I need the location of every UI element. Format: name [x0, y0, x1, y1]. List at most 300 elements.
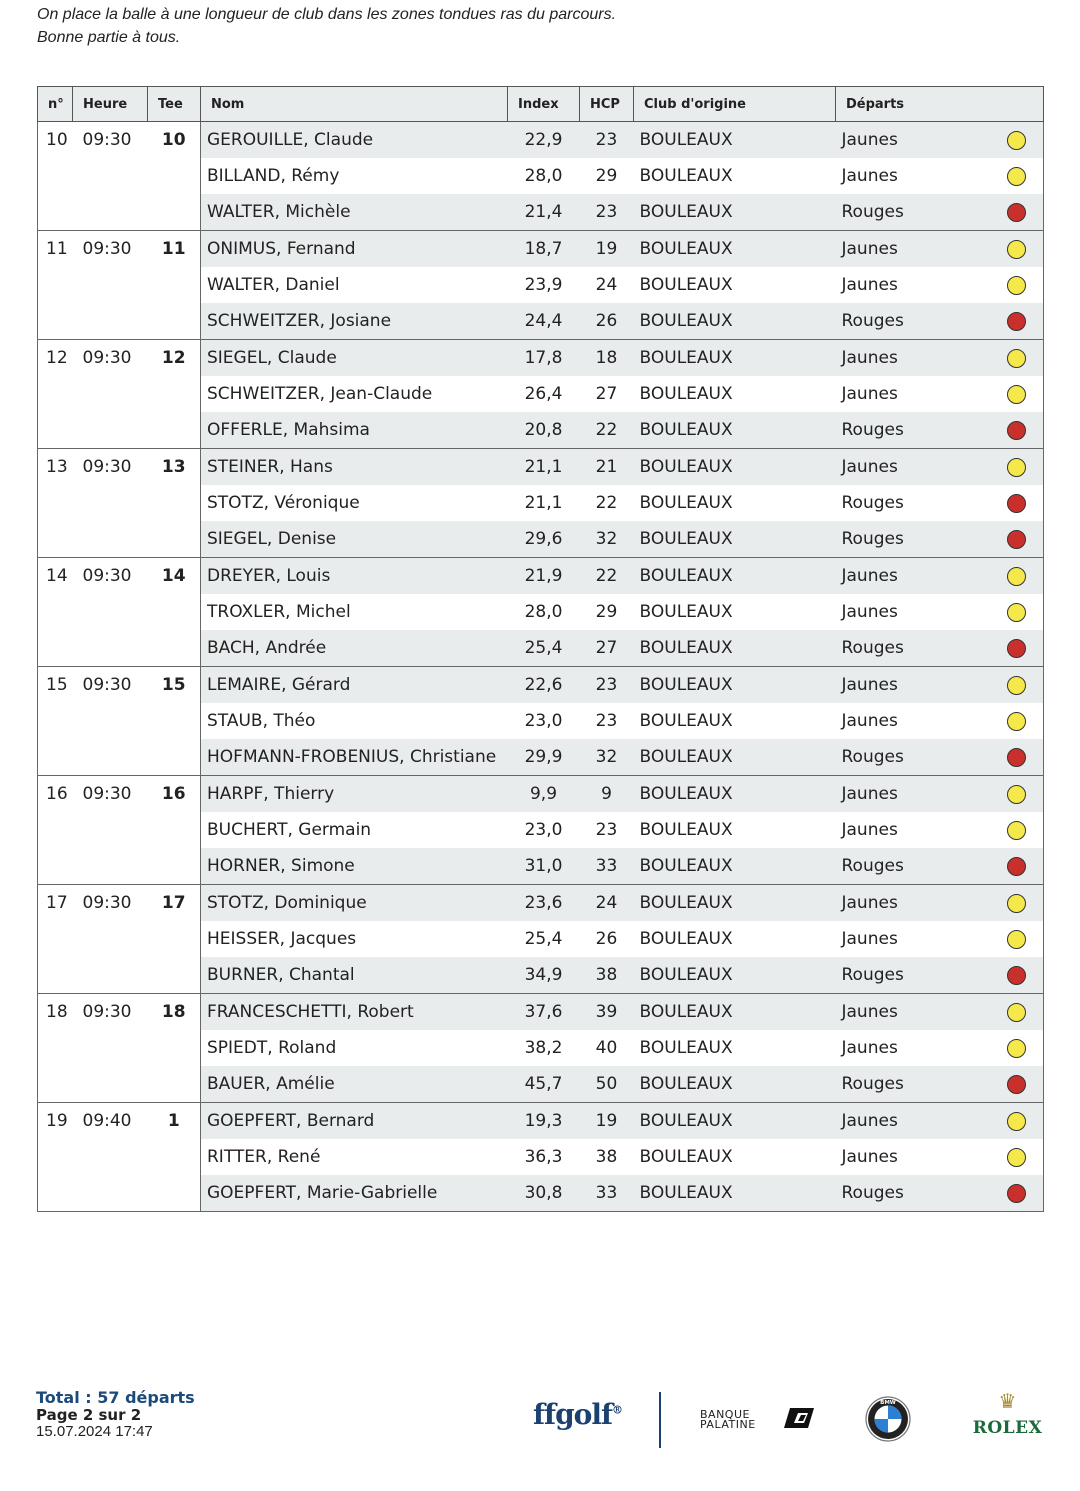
player-depart: Jaunes — [841, 820, 898, 840]
player-hcp: 29 — [595, 602, 618, 622]
tee-number: 14 — [148, 558, 201, 595]
group-number — [38, 921, 73, 957]
notes — [37, 3, 616, 49]
group-number: 17 — [38, 885, 73, 922]
red-tee-marker-icon — [1007, 203, 1026, 222]
table-row — [38, 812, 1044, 848]
player-club: BOULEAUX — [634, 994, 836, 1031]
player-hcp: 23 — [595, 820, 618, 840]
player-depart: Jaunes — [841, 711, 898, 731]
bmw-logo-text: BMW — [880, 1400, 896, 1406]
player-hcp: 23 — [580, 667, 634, 704]
tee-group — [38, 558, 1044, 667]
start-time — [73, 594, 148, 630]
tee-group — [38, 667, 1044, 776]
group-number: 16 — [38, 776, 73, 813]
tee-marker-cell — [991, 848, 1044, 885]
tee-marker-cell — [991, 739, 1044, 776]
player-hcp: 22 — [580, 558, 634, 595]
tee-number — [148, 703, 201, 739]
tee-marker-cell — [991, 994, 1044, 1031]
player-club: BOULEAUX — [639, 493, 733, 513]
player-index: 23,0 — [524, 711, 563, 731]
player-depart: Rouges — [841, 493, 904, 513]
start-list-table — [37, 86, 1044, 1212]
red-tee-marker-icon — [1007, 748, 1026, 767]
player-club: BOULEAUX — [634, 412, 836, 449]
col-heure: Heure — [73, 87, 148, 122]
start-time: 09:30 — [73, 558, 148, 595]
player-hcp: 27 — [580, 630, 634, 667]
tee-number — [148, 376, 201, 412]
player-depart: Jaunes — [836, 449, 991, 486]
player-depart: Jaunes — [841, 275, 898, 295]
col-hcp: HCP — [580, 87, 634, 122]
tee-marker-cell — [991, 885, 1044, 922]
tee-number: 16 — [148, 776, 201, 813]
player-depart: Jaunes — [841, 166, 898, 186]
tee-number — [148, 412, 201, 449]
red-tee-marker-icon — [1007, 1075, 1026, 1094]
red-tee-marker-icon — [1007, 857, 1026, 876]
tee-number — [148, 303, 201, 340]
start-time — [73, 1030, 148, 1066]
start-time: 09:30 — [73, 667, 148, 704]
tee-marker-cell — [991, 231, 1044, 268]
player-club: BOULEAUX — [639, 384, 733, 404]
group-number — [38, 1030, 73, 1066]
player-index: 36,3 — [524, 1147, 563, 1167]
group-number — [38, 1066, 73, 1103]
tee-group — [38, 885, 1044, 994]
player-name: HEISSER, Jacques — [207, 929, 357, 949]
player-hcp: 38 — [595, 1147, 618, 1167]
player-hcp: 26 — [595, 929, 618, 949]
tee-marker-cell — [991, 703, 1044, 739]
table-row — [38, 485, 1044, 521]
player-name: DREYER, Louis — [201, 558, 508, 595]
table-row — [38, 1030, 1044, 1066]
tee-marker-cell — [991, 812, 1044, 848]
banque-logo-line: BANQUE — [700, 1408, 750, 1421]
rolex-logo — [970, 1392, 1045, 1448]
tee-marker-cell — [991, 667, 1044, 704]
table-row — [38, 594, 1044, 630]
table-row — [38, 994, 1044, 1031]
player-name: BUCHERT, Germain — [207, 820, 372, 840]
tee-marker-cell — [991, 558, 1044, 595]
player-club: BOULEAUX — [634, 231, 836, 268]
yellow-tee-marker-icon — [1007, 821, 1026, 840]
crown-icon: ♛ — [998, 1391, 1017, 1413]
player-hcp: 26 — [580, 303, 634, 340]
player-index: 20,8 — [508, 412, 580, 449]
player-hcp: 32 — [580, 521, 634, 558]
player-club: BOULEAUX — [634, 957, 836, 994]
yellow-tee-marker-icon — [1007, 712, 1026, 731]
yellow-tee-marker-icon — [1007, 240, 1026, 259]
start-time — [73, 630, 148, 667]
start-time — [73, 1175, 148, 1212]
player-depart: Jaunes — [841, 1038, 898, 1058]
yellow-tee-marker-icon — [1007, 385, 1026, 404]
player-depart: Jaunes — [836, 776, 991, 813]
player-index: 21,1 — [508, 449, 580, 486]
player-club: BOULEAUX — [634, 1103, 836, 1140]
player-depart: Jaunes — [841, 1147, 898, 1167]
sponsor-logos — [530, 1390, 1045, 1450]
player-club: BOULEAUX — [634, 630, 836, 667]
player-club: BOULEAUX — [634, 667, 836, 704]
player-name: GOEPFERT, Bernard — [201, 1103, 508, 1140]
tee-group — [38, 231, 1044, 340]
player-depart: Rouges — [836, 412, 991, 449]
logo-divider — [659, 1392, 661, 1448]
tee-marker-cell — [991, 485, 1044, 521]
tee-marker-cell — [991, 1066, 1044, 1103]
player-club: BOULEAUX — [634, 303, 836, 340]
player-depart: Jaunes — [836, 1103, 991, 1140]
banque-palatine-mark-icon — [784, 1406, 814, 1430]
tee-marker-cell — [991, 1030, 1044, 1066]
player-club: BOULEAUX — [639, 1147, 733, 1167]
player-name: BURNER, Chantal — [201, 957, 508, 994]
player-depart: Jaunes — [841, 384, 898, 404]
tee-number — [148, 921, 201, 957]
player-depart: Rouges — [836, 194, 991, 231]
group-number — [38, 957, 73, 994]
tee-number — [148, 158, 201, 194]
player-name: BILLAND, Rémy — [207, 166, 340, 186]
tee-marker-cell — [991, 449, 1044, 486]
player-hcp: 23 — [580, 194, 634, 231]
tee-number — [148, 1030, 201, 1066]
start-time — [73, 921, 148, 957]
group-number — [38, 630, 73, 667]
yellow-tee-marker-icon — [1007, 1039, 1026, 1058]
player-name: SIEGEL, Claude — [201, 340, 508, 377]
tee-number: 18 — [148, 994, 201, 1031]
col-departs: Départs — [836, 87, 1044, 122]
player-index: 30,8 — [508, 1175, 580, 1212]
table-row — [38, 158, 1044, 194]
start-time — [73, 521, 148, 558]
player-hcp: 32 — [580, 739, 634, 776]
player-index: 25,4 — [508, 630, 580, 667]
player-index: 29,9 — [508, 739, 580, 776]
start-time — [73, 739, 148, 776]
group-number: 12 — [38, 340, 73, 377]
group-number: 19 — [38, 1103, 73, 1140]
table-row — [38, 521, 1044, 558]
tee-number — [148, 194, 201, 231]
player-hcp: 27 — [595, 384, 618, 404]
table-row — [38, 303, 1044, 340]
player-index: 17,8 — [508, 340, 580, 377]
player-hcp: 50 — [580, 1066, 634, 1103]
table-row — [38, 921, 1044, 957]
table-row — [38, 412, 1044, 449]
yellow-tee-marker-icon — [1007, 1148, 1026, 1167]
yellow-tee-marker-icon — [1007, 1003, 1026, 1022]
banque-palatine-logo — [700, 1410, 756, 1430]
table-row — [38, 1066, 1044, 1103]
player-club: BOULEAUX — [634, 521, 836, 558]
player-hcp: 19 — [580, 231, 634, 268]
player-club: BOULEAUX — [634, 340, 836, 377]
player-hcp: 39 — [580, 994, 634, 1031]
table-row — [38, 739, 1044, 776]
player-club: BOULEAUX — [634, 1066, 836, 1103]
player-club: BOULEAUX — [634, 1175, 836, 1212]
note-line: On place la balle à une longueur de club dans les zones tondues ras du parcours. — [37, 6, 617, 23]
player-depart: Rouges — [836, 1175, 991, 1212]
player-index: 23,6 — [508, 885, 580, 922]
tee-marker-cell — [991, 921, 1044, 957]
player-index: 19,3 — [508, 1103, 580, 1140]
player-name: OFFERLE, Mahsima — [201, 412, 508, 449]
table-row — [38, 1175, 1044, 1212]
player-hcp: 33 — [580, 848, 634, 885]
yellow-tee-marker-icon — [1007, 131, 1026, 150]
tee-number: 12 — [148, 340, 201, 377]
player-depart: Rouges — [836, 303, 991, 340]
group-number — [38, 194, 73, 231]
tee-number — [148, 594, 201, 630]
rolex-logo-text: ROLEX — [972, 1418, 1043, 1438]
total-label: Total : 57 départs — [36, 1388, 195, 1407]
player-hcp: 21 — [580, 449, 634, 486]
player-name: SIEGEL, Denise — [201, 521, 508, 558]
tee-number — [148, 1139, 201, 1175]
player-hcp: 40 — [595, 1038, 618, 1058]
start-time — [73, 1066, 148, 1103]
tee-marker-cell — [991, 1103, 1044, 1140]
tee-marker-cell — [991, 776, 1044, 813]
red-tee-marker-icon — [1007, 1184, 1026, 1203]
col-nom: Nom — [201, 87, 508, 122]
player-club: BOULEAUX — [639, 602, 733, 622]
group-number — [38, 848, 73, 885]
player-name: SPIEDT, Roland — [207, 1038, 337, 1058]
player-depart: Jaunes — [836, 231, 991, 268]
tee-marker-cell — [991, 303, 1044, 340]
player-name: GOEPFERT, Marie-Gabrielle — [201, 1175, 508, 1212]
tee-number — [148, 1066, 201, 1103]
player-depart: Jaunes — [836, 994, 991, 1031]
player-index: 31,0 — [508, 848, 580, 885]
start-time: 09:40 — [73, 1103, 148, 1140]
player-name: ONIMUS, Fernand — [201, 231, 508, 268]
player-club: BOULEAUX — [639, 711, 733, 731]
group-number — [38, 1175, 73, 1212]
start-time — [73, 194, 148, 231]
player-index: 18,7 — [508, 231, 580, 268]
player-index: 22,6 — [508, 667, 580, 704]
tee-number — [148, 630, 201, 667]
yellow-tee-marker-icon — [1007, 276, 1026, 295]
yellow-tee-marker-icon — [1007, 894, 1026, 913]
table-row — [38, 848, 1044, 885]
tee-number: 15 — [148, 667, 201, 704]
player-name: RITTER, René — [207, 1147, 321, 1167]
start-time: 09:30 — [73, 885, 148, 922]
player-club: BOULEAUX — [634, 848, 836, 885]
tee-marker-cell — [991, 1139, 1044, 1175]
player-club: BOULEAUX — [634, 558, 836, 595]
tee-number — [148, 957, 201, 994]
player-depart: Jaunes — [841, 929, 898, 949]
group-number: 15 — [38, 667, 73, 704]
footer-info — [36, 1388, 195, 1441]
group-number — [38, 703, 73, 739]
start-time — [73, 158, 148, 194]
player-club: BOULEAUX — [634, 739, 836, 776]
player-index: 28,0 — [524, 166, 563, 186]
player-name: FRANCESCHETTI, Robert — [201, 994, 508, 1031]
player-hcp: 9 — [580, 776, 634, 813]
player-hcp: 24 — [580, 885, 634, 922]
table-row — [38, 1139, 1044, 1175]
player-club: BOULEAUX — [634, 885, 836, 922]
yellow-tee-marker-icon — [1007, 458, 1026, 477]
start-time: 09:30 — [73, 340, 148, 377]
group-number — [38, 267, 73, 303]
player-depart: Rouges — [836, 521, 991, 558]
player-club: BOULEAUX — [639, 929, 733, 949]
yellow-tee-marker-icon — [1007, 676, 1026, 695]
tee-number — [148, 739, 201, 776]
player-name: WALTER, Michèle — [201, 194, 508, 231]
start-time: 09:30 — [73, 994, 148, 1031]
start-time — [73, 376, 148, 412]
player-depart: Jaunes — [841, 602, 898, 622]
player-depart: Rouges — [836, 630, 991, 667]
tee-number — [148, 848, 201, 885]
player-name: HORNER, Simone — [201, 848, 508, 885]
player-club: BOULEAUX — [634, 194, 836, 231]
player-name: STOTZ, Dominique — [201, 885, 508, 922]
player-index: 37,6 — [508, 994, 580, 1031]
group-number — [38, 521, 73, 558]
start-time: 09:30 — [73, 122, 148, 159]
group-number — [38, 739, 73, 776]
player-hcp: 23 — [580, 122, 634, 159]
player-name: HARPF, Thierry — [201, 776, 508, 813]
player-name: WALTER, Daniel — [207, 275, 340, 295]
group-number — [38, 376, 73, 412]
print-date: 15.07.2024 17:47 — [36, 1423, 153, 1440]
tee-number — [148, 812, 201, 848]
col-tee: Tee — [148, 87, 201, 122]
player-name: SCHWEITZER, Josiane — [201, 303, 508, 340]
table-row — [38, 558, 1044, 595]
player-hcp: 22 — [595, 493, 618, 513]
tee-number — [148, 485, 201, 521]
player-index: 23,0 — [524, 820, 563, 840]
group-number: 13 — [38, 449, 73, 486]
player-index: 45,7 — [508, 1066, 580, 1103]
player-name: STAUB, Théo — [207, 711, 316, 731]
table-row — [38, 267, 1044, 303]
player-index: 21,1 — [524, 493, 563, 513]
table-row — [38, 231, 1044, 268]
player-hcp: 19 — [580, 1103, 634, 1140]
player-depart: Jaunes — [836, 340, 991, 377]
table-header — [38, 87, 1044, 122]
player-depart: Rouges — [836, 1066, 991, 1103]
player-name: STEINER, Hans — [201, 449, 508, 486]
player-index: 9,9 — [508, 776, 580, 813]
red-tee-marker-icon — [1007, 421, 1026, 440]
player-club: BOULEAUX — [639, 275, 733, 295]
player-depart: Rouges — [836, 848, 991, 885]
player-hcp: 22 — [580, 412, 634, 449]
bmw-logo — [865, 1396, 911, 1442]
tee-number: 11 — [148, 231, 201, 268]
table-row — [38, 776, 1044, 813]
start-time — [73, 848, 148, 885]
player-name: HOFMANN-FROBENIUS, Christiane — [201, 739, 508, 776]
start-time: 09:30 — [73, 449, 148, 486]
yellow-tee-marker-icon — [1007, 167, 1026, 186]
tee-number — [148, 267, 201, 303]
group-number — [38, 812, 73, 848]
player-club: BOULEAUX — [639, 820, 733, 840]
player-hcp: 38 — [580, 957, 634, 994]
player-index: 23,9 — [524, 275, 563, 295]
tee-marker-cell — [991, 412, 1044, 449]
start-time — [73, 1139, 148, 1175]
red-tee-marker-icon — [1007, 312, 1026, 331]
table-row — [38, 667, 1044, 704]
tee-number — [148, 1175, 201, 1212]
tee-marker-cell — [991, 158, 1044, 194]
table-row — [38, 957, 1044, 994]
tee-marker-cell — [991, 122, 1044, 159]
player-name: STOTZ, Véronique — [207, 493, 360, 513]
player-depart: Rouges — [836, 957, 991, 994]
player-index: 25,4 — [524, 929, 563, 949]
group-number: 10 — [38, 122, 73, 159]
table-row — [38, 703, 1044, 739]
start-time — [73, 267, 148, 303]
tee-group — [38, 340, 1044, 449]
tee-number — [148, 521, 201, 558]
table-row — [38, 630, 1044, 667]
group-number — [38, 594, 73, 630]
tee-number: 10 — [148, 122, 201, 159]
ffgolf-logo-text: ffgolf — [533, 1398, 613, 1431]
tee-marker-cell — [991, 376, 1044, 412]
table-row — [38, 885, 1044, 922]
page-number: Page 2 sur 2 — [36, 1406, 142, 1424]
player-index: 22,9 — [508, 122, 580, 159]
table-row — [38, 194, 1044, 231]
player-depart: Jaunes — [836, 885, 991, 922]
tee-number: 1 — [148, 1103, 201, 1140]
tee-number: 17 — [148, 885, 201, 922]
tee-marker-cell — [991, 957, 1044, 994]
player-club: BOULEAUX — [634, 776, 836, 813]
start-time — [73, 957, 148, 994]
player-index: 26,4 — [524, 384, 563, 404]
table-row — [38, 122, 1044, 159]
start-time — [73, 412, 148, 449]
banque-logo-line: PALATINE — [700, 1418, 756, 1431]
start-time: 09:30 — [73, 231, 148, 268]
tee-marker-cell — [991, 194, 1044, 231]
